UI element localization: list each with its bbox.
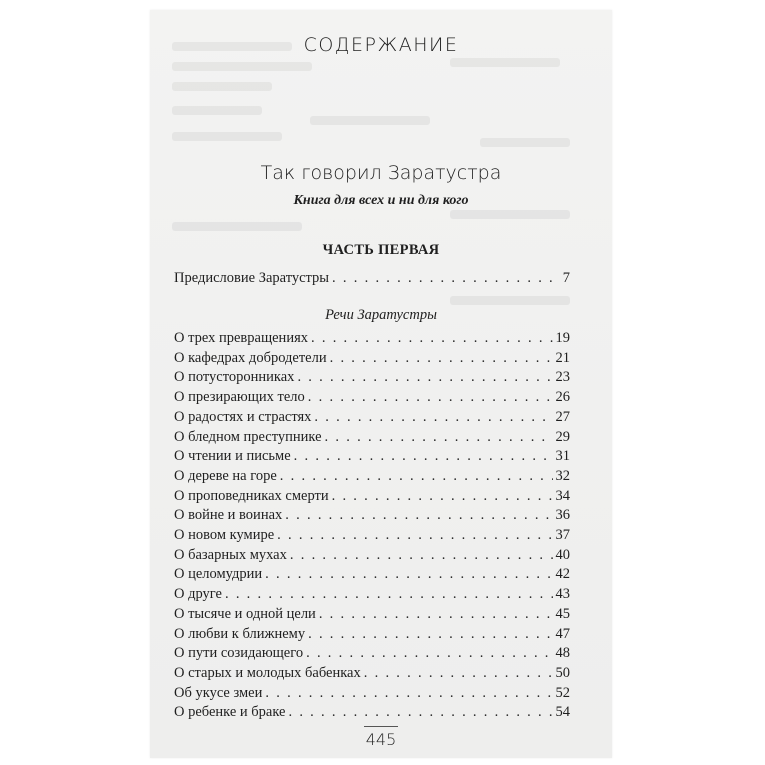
toc-entry-title: О новом кумире [174,527,275,543]
toc-entry[interactable] [174,683,570,703]
toc-entry[interactable] [174,643,570,663]
dot-leader [330,348,553,368]
toc-entry-page: 31 [555,448,570,465]
toc-entry-page: 34 [555,487,570,504]
contents-heading: СОДЕРЖАНИЕ [303,34,459,56]
toc-entry[interactable] [174,663,570,683]
toc-entry[interactable] [174,624,570,644]
toc-entry-page: 47 [555,625,570,642]
toc-entry-page: 29 [555,428,570,445]
toc-entry[interactable] [174,446,570,466]
dot-leader [325,427,553,447]
dot-leader [294,446,553,466]
dot-leader [297,367,552,387]
toc-entry[interactable] [174,564,570,584]
bleed-through-text [450,296,570,305]
dot-leader [288,702,552,722]
book-title: Так говорил Заратустра [260,162,502,184]
toc-entry-title: О радостях и страстях [174,408,312,425]
toc-entry-page: 32 [555,467,570,484]
toc-entry[interactable] [174,387,570,407]
bleed-through-text [172,62,312,71]
toc-entry-title: О презирающих тело [174,389,305,406]
toc-entry-page: 43 [555,586,570,603]
toc-entry[interactable] [174,328,570,348]
dot-leader [314,407,552,427]
toc-entry-page: 7 [562,270,570,286]
dot-leader [311,328,553,348]
book-page [150,10,612,758]
toc-entry[interactable] [174,348,570,368]
dot-leader [280,466,553,486]
toc-entry[interactable] [174,407,570,427]
dot-leader [285,505,552,525]
bleed-through-text [172,106,262,115]
toc-entry-title: О базарных мухах [174,546,287,563]
toc-entry-title: О бледном преступнике [174,428,322,445]
toc-entry-title: О старых и молодых бабенках [174,664,361,681]
page-number-rule [364,726,398,727]
toc-entry-title: О кафедрах добродетели [174,349,327,366]
toc-entry-page: 21 [555,349,570,366]
dot-leader [332,486,553,506]
toc-entry-title: О дереве на горе [174,467,277,484]
toc-entry-page: 19 [555,330,570,346]
toc-entry-page: 27 [555,408,570,425]
bleed-through-text [480,138,570,147]
toc-entry[interactable] [174,466,570,486]
book-subtitle: Книга для всех и ни для кого [293,193,469,208]
toc-entry-page: 40 [555,546,570,563]
toc-entry-page: 45 [555,605,570,622]
toc-entry-title: О проповедниках смерти [174,487,329,504]
toc-entry-page: 50 [555,664,570,681]
toc-entry-page: 52 [555,684,570,701]
toc-entry[interactable] [174,702,570,722]
toc-entry-title: О войне и воинах [174,507,283,524]
dot-leader [225,584,553,604]
dot-leader [364,663,553,683]
bleed-through-text [172,132,282,141]
section-title: Речи Заратустры [325,307,437,323]
toc-entry-page: 48 [555,645,570,662]
toc-entry-title: О любви к ближнему [174,625,306,642]
toc-entry-page: 54 [555,704,570,721]
toc-entry[interactable] [174,505,570,525]
toc-entry[interactable] [174,545,570,565]
dot-leader [290,545,553,565]
toc-entry[interactable] [174,427,570,447]
dot-leader [332,268,553,288]
toc-entry-page: 42 [555,566,570,583]
toc-entry[interactable] [174,584,570,604]
dot-leader [265,683,552,703]
toc-entry-title: О потусторонниках [174,369,295,386]
toc-entry-page: 37 [555,527,570,543]
toc-entry[interactable] [174,486,570,506]
bleed-through-text [310,116,430,125]
toc-entry-title: О тысяче и одной цели [174,605,316,622]
toc-entry-page: 23 [555,369,570,386]
toc-entry-title: О чтении и письме [174,448,291,465]
toc-entry-title: О друге [174,586,222,603]
toc-entry-title: О целомудрии [174,566,263,583]
dot-leader [308,624,552,644]
page-number: 445 [365,730,397,749]
dot-leader [308,387,553,407]
toc-entry-title: О трех превращениях [174,330,308,346]
toc-entry-title: О пути созидающего [174,645,304,662]
toc-entry-title: О ребенке и браке [174,704,286,721]
toc-entry-page: 36 [555,507,570,524]
toc-entry-title: Предисловие Заратустры [174,270,330,286]
dot-leader [319,604,553,624]
dot-leader [265,564,552,584]
bleed-through-text [450,210,570,219]
toc-entry-title: Об укусе змеи [174,684,263,701]
dot-leader [306,643,552,663]
toc-entry[interactable] [174,525,570,545]
toc-entry[interactable] [174,367,570,387]
toc-entry-page: 26 [555,389,570,406]
bleed-through-text [172,82,272,91]
toc-entry-preface[interactable] [174,268,570,288]
bleed-through-text [450,58,560,67]
dot-leader [277,525,552,545]
toc-entry[interactable] [174,604,570,624]
part-title: ЧАСТЬ ПЕРВАЯ [322,242,440,258]
bleed-through-text [172,222,302,231]
